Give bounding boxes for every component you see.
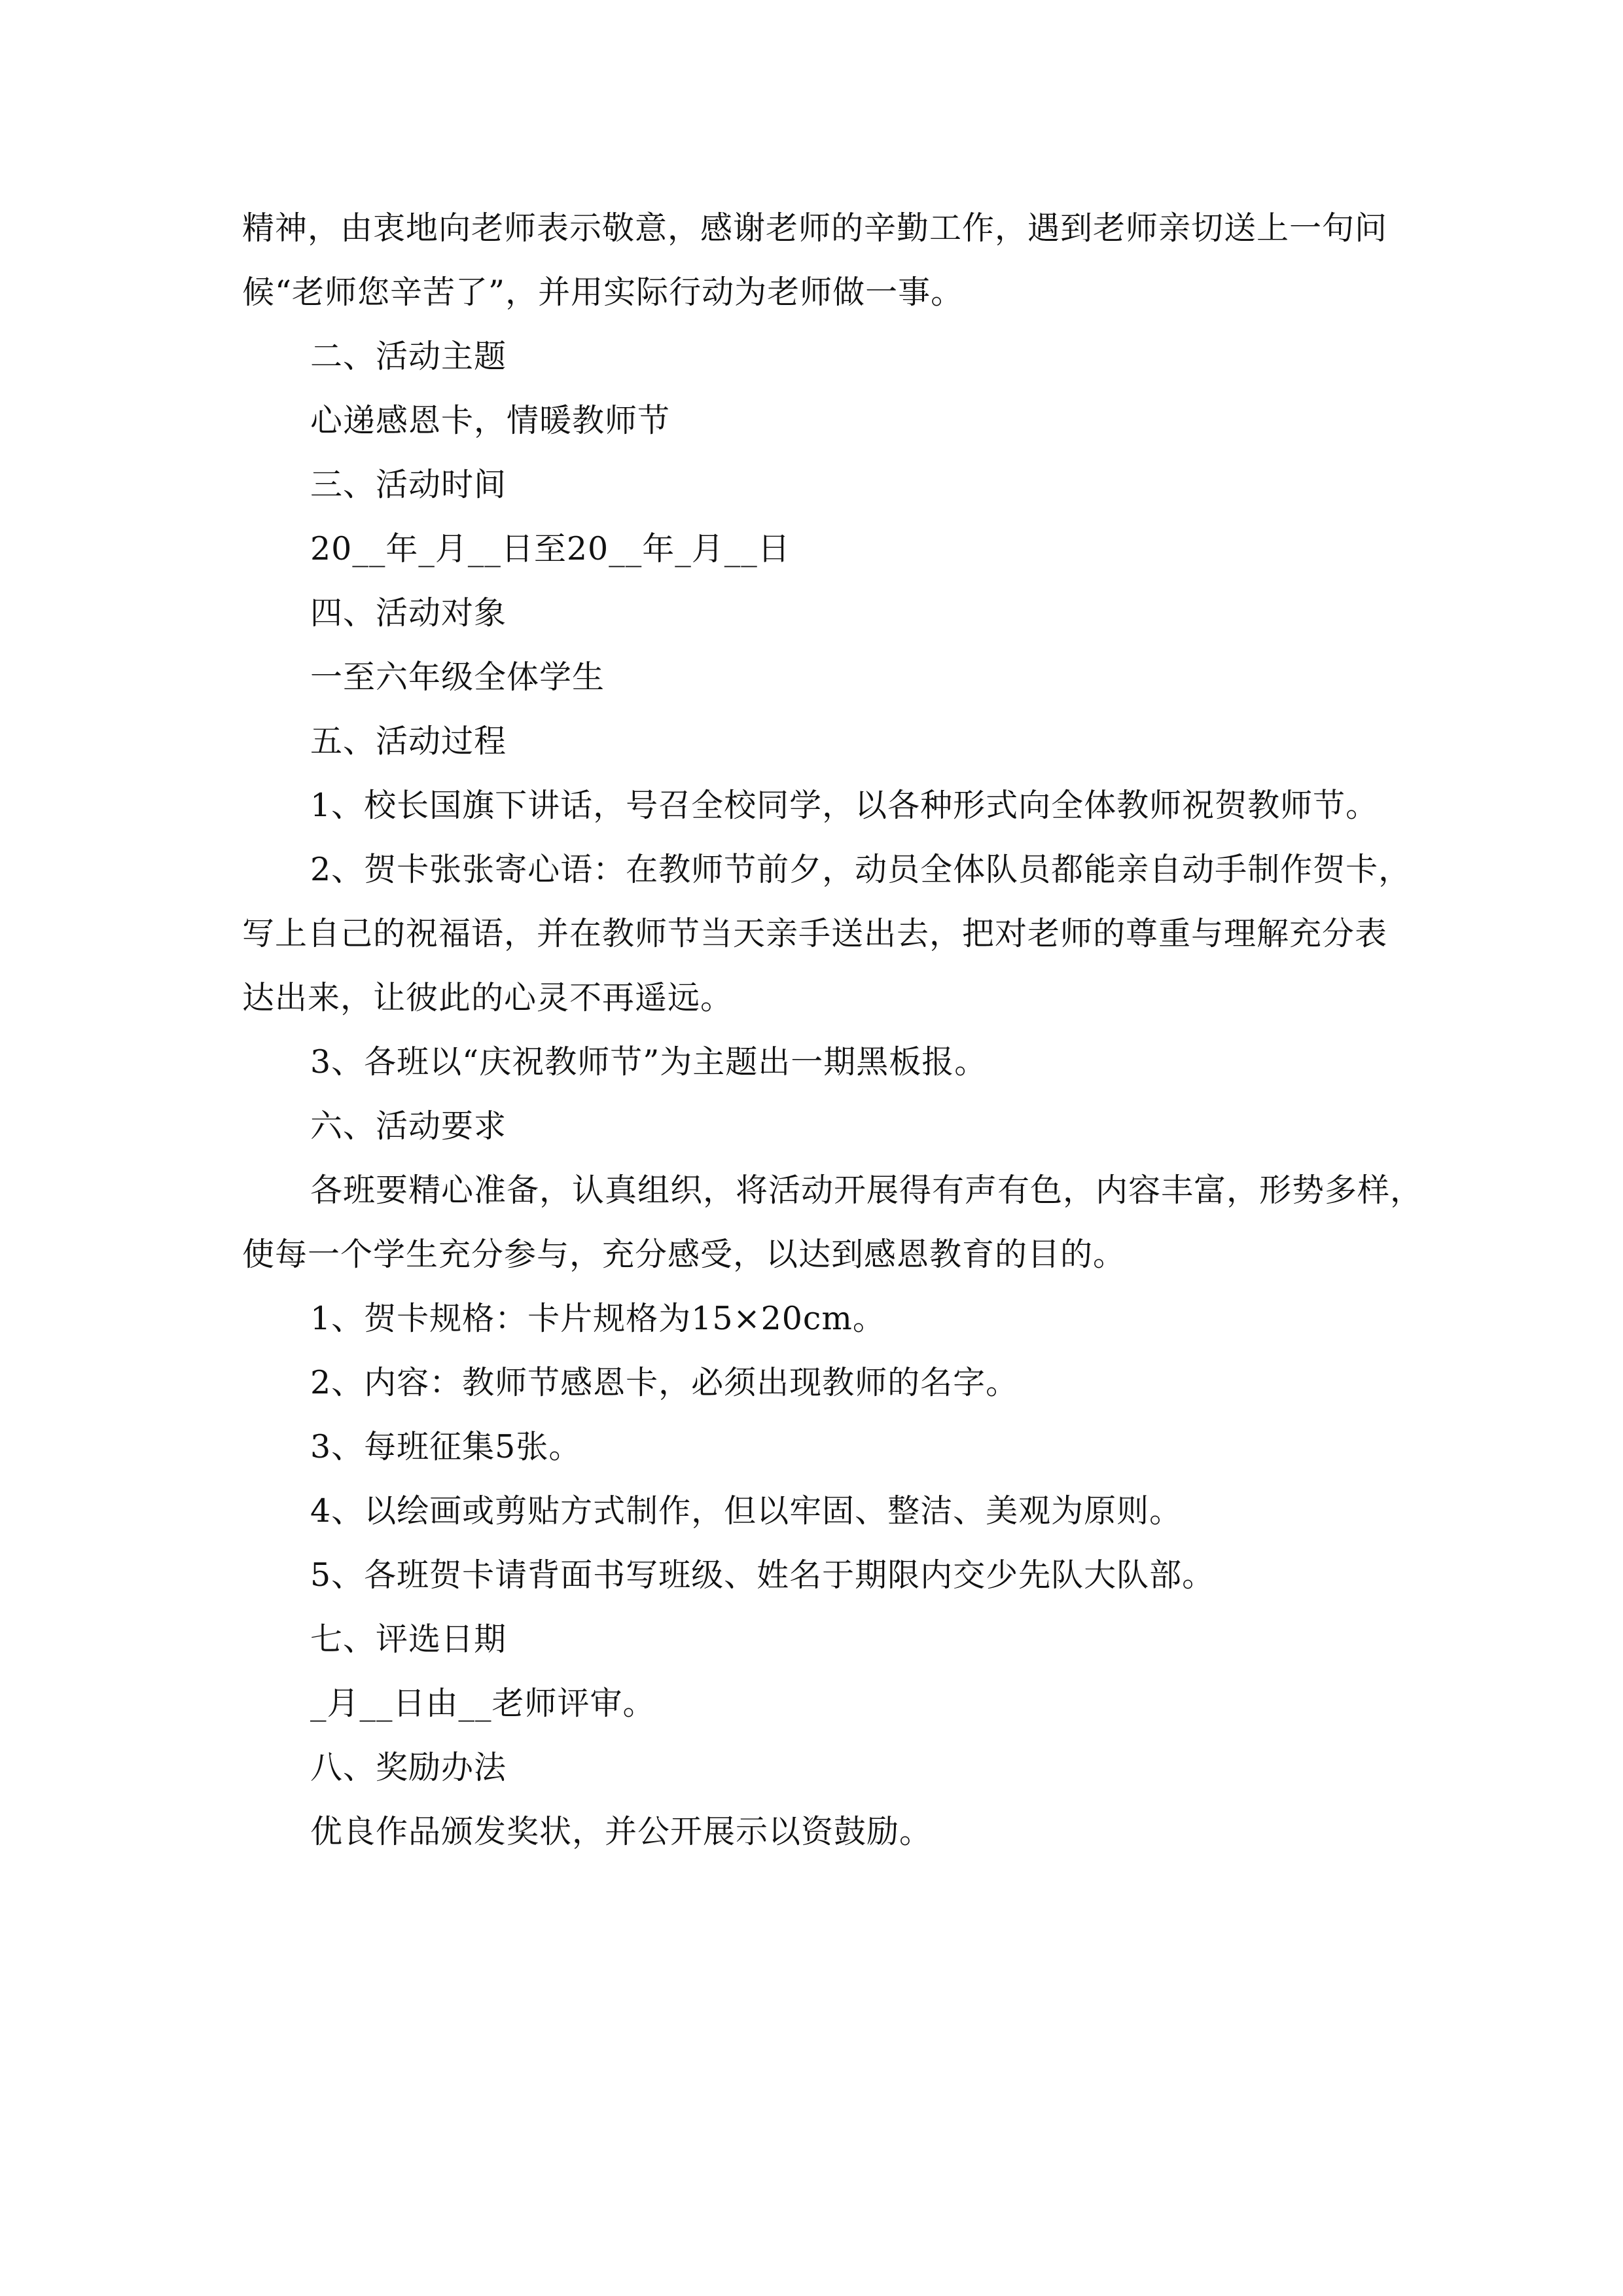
paragraph-line: 精神，由衷地向老师表示敬意，感谢老师的辛勤工作，遇到老师亲切送上一句问 — [242, 209, 1388, 247]
paragraph-line: 使每一个学生充分参与，充分感受，以达到感恩教育的目的。 — [242, 1236, 1126, 1273]
paragraph-line: 心递感恩卡，情暖教师节 — [310, 402, 671, 439]
section-heading-time: 三、活动时间 — [310, 466, 507, 503]
document-body — [242, 196, 1423, 1864]
section-heading-process: 五、活动过程 — [310, 723, 507, 760]
paragraph-line: _月__日由__老师评审。 — [310, 1685, 656, 1722]
list-item: 3、每班征集5张。 — [310, 1428, 582, 1465]
list-item: 1、贺卡规格：卡片规格为15×20cm。 — [310, 1300, 885, 1337]
paragraph-line: 写上自己的祝福语，并在教师节当天亲手送出去，把对老师的尊重与理解充分表 — [242, 915, 1388, 952]
section-heading-rewards: 八、奖励办法 — [310, 1749, 507, 1786]
section-heading-requirements: 六、活动要求 — [310, 1107, 507, 1145]
section-heading-selection-date: 七、评选日期 — [310, 1621, 507, 1658]
paragraph-line: 一至六年级全体学生 — [310, 658, 605, 696]
list-item: 1、校长国旗下讲话，号召全校同学，以各种形式向全体教师祝贺教师节。 — [310, 787, 1379, 824]
paragraph-line: 达出来，让彼此的心灵不再遥远。 — [242, 979, 734, 1016]
list-item: 5、各班贺卡请背面书写班级、姓名于期限内交少先队大队部。 — [310, 1556, 1215, 1594]
paragraph-line: 各班要精心准备，认真组织，将活动开展得有声有色，内容丰富，形势多样， — [310, 1172, 1423, 1209]
section-heading-theme: 二、活动主题 — [310, 338, 507, 375]
list-item: 4、以绘画或剪贴方式制作，但以牢固、整洁、美观为原则。 — [310, 1492, 1183, 1530]
section-heading-target: 四、活动对象 — [310, 594, 507, 632]
list-item: 3、各班以“庆祝教师节”为主题出一期黑板报。 — [310, 1043, 988, 1081]
list-item: 2、内容：教师节感恩卡，必须出现教师的名字。 — [310, 1364, 1019, 1401]
paragraph-line: 优良作品颁发奖状，并公开展示以资鼓励。 — [310, 1813, 933, 1850]
paragraph-line: 候“老师您辛苦了”，并用实际行动为老师做一事。 — [242, 274, 964, 311]
list-item: 2、贺卡张张寄心语：在教师节前夕，动员全体队员都能亲自动手制作贺卡， — [310, 851, 1412, 888]
paragraph-line: 20__年_月__日至20__年_月__日 — [310, 530, 791, 567]
